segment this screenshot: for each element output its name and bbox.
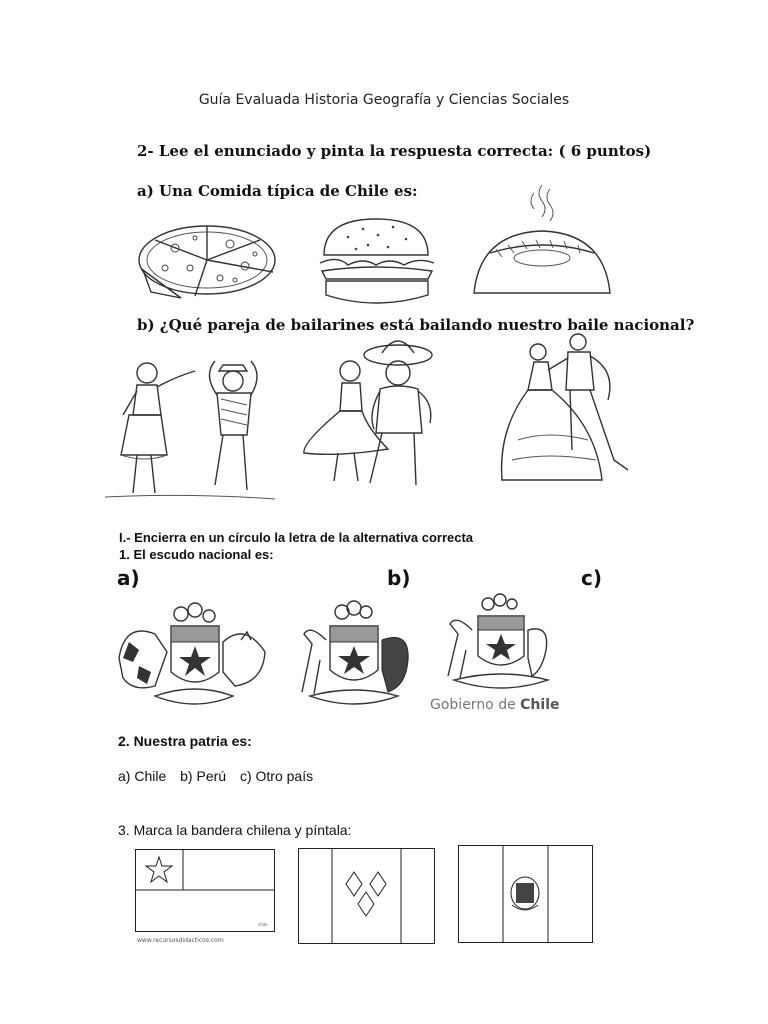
flag-corner-text: chile <box>258 922 268 927</box>
flag-footer-url: www.recursosdidacticos.com <box>137 937 224 944</box>
option-b-letter[interactable]: b) <box>387 566 411 590</box>
option-otro-pais[interactable]: c) Otro país <box>239 768 314 784</box>
chile-flag-icon[interactable] <box>135 849 275 932</box>
option-peru[interactable]: b) Perú <box>180 768 227 784</box>
ballroom-dancers-icon <box>498 330 643 488</box>
option-chile[interactable]: a) Chile <box>118 768 167 784</box>
coat-of-arms-c-icon <box>432 594 567 698</box>
coat-of-arms-a-icon <box>115 602 270 716</box>
peru-flag-icon[interactable] <box>458 845 593 943</box>
option-c-letter[interactable]: c) <box>581 566 602 590</box>
section-1-title: I.- Encierra en un círculo la letra de la alternativa correcta <box>119 530 474 545</box>
question-2-text: 2. Nuestra patria es: <box>118 733 252 749</box>
coat-of-arms-b-icon <box>290 600 415 712</box>
diamonds-flag-icon[interactable] <box>298 848 435 944</box>
option-a-letter[interactable]: a) <box>117 566 140 590</box>
question-3-text: 3. Marca la bandera chilena y píntala: <box>118 822 352 838</box>
pizza-icon <box>135 218 280 300</box>
question-1-text: 1. El escudo nacional es: <box>119 547 274 562</box>
hamburger-icon <box>318 215 436 307</box>
mexican-dancers-icon <box>298 333 440 493</box>
empanada-icon <box>470 183 615 305</box>
question-b-text: b) ¿Qué pareja de bailarines está bailando nuestro baile nacional? <box>137 316 695 334</box>
question-a-text: a) Una Comida típica de Chile es: <box>137 182 418 200</box>
cueca-dancers-icon <box>105 355 275 505</box>
section-2-title: 2- Lee el enunciado y pinta la respuesta correcta: ( 6 puntos) <box>137 142 652 160</box>
question-2-options <box>118 768 323 784</box>
shield-c-caption: Gobierno de Chile <box>430 697 560 713</box>
document-title: Guía Evaluada Historia Geografía y Ciencias Sociales <box>198 92 570 108</box>
